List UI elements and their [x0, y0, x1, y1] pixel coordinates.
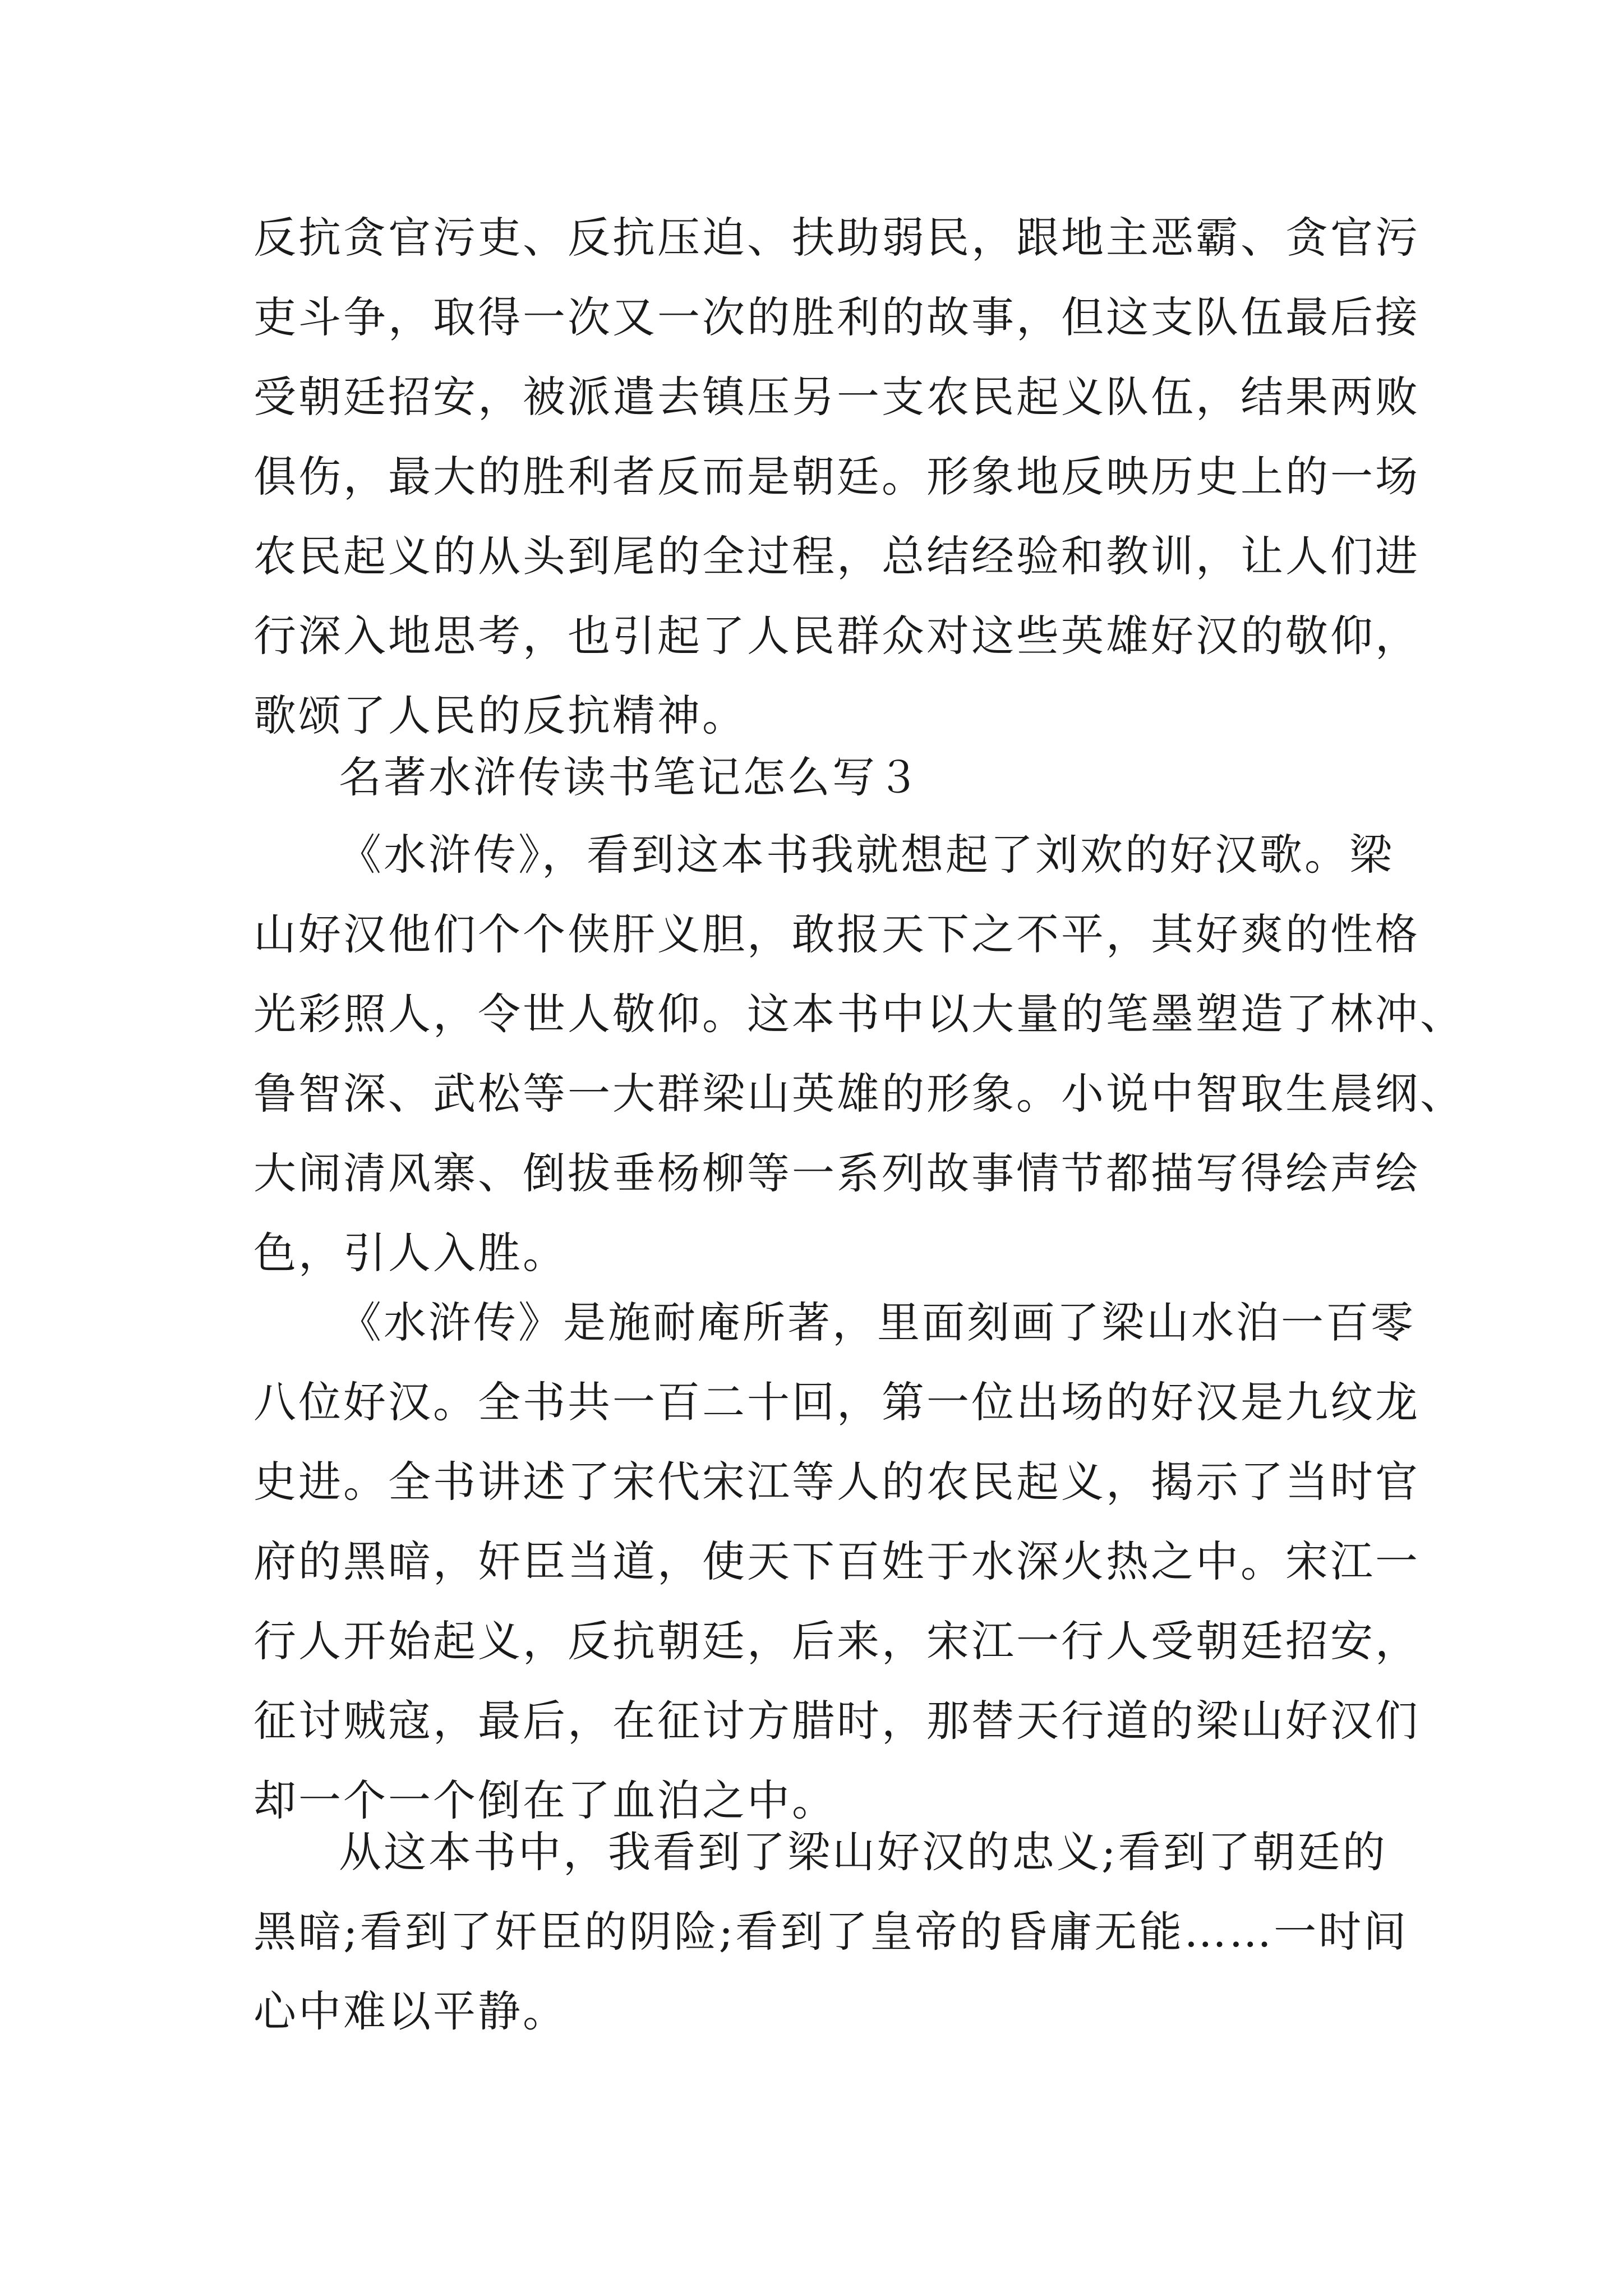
paragraph-line: 大闹清风寨、倒拔垂杨柳等一系列故事情节都描写得绘声绘 — [253, 1148, 1420, 1198]
paragraph-line: 山好汉他们个个侠肝义胆，敢报天下之不平，其好爽的性格 — [253, 909, 1420, 959]
paragraph-line: 行深入地思考，也引起了人民群众对这些英雄好汉的敬仰， — [253, 611, 1420, 661]
paragraph-line: 府的黑暗，奸臣当道，使天下百姓于水深火热之中。宋江一 — [253, 1536, 1420, 1586]
paragraph-line: 八位好汉。全书共一百二十回，第一位出场的好汉是九纹龙 — [253, 1377, 1420, 1427]
paragraph-line: 史进。全书讲述了宋代宋江等人的农民起义，揭示了当时官 — [253, 1457, 1420, 1507]
paragraph-1 — [253, 211, 1420, 769]
paragraph-line: 受朝廷招安，被派遣去镇压另一支农民起义队伍，结果两败 — [253, 372, 1420, 422]
paragraph-line: 吏斗争，取得一次又一次的胜利的故事，但这支队伍最后接 — [253, 292, 1420, 342]
paragraph-line: 却一个一个倒在了血泊之中。 — [253, 1775, 837, 1825]
paragraph-line: 鲁智深、武松等一大群梁山英雄的形象。小说中智取生晨纲、 — [253, 1069, 1465, 1119]
paragraph-line: 《水浒传》是施耐庵所著，里面刻画了梁山水泊一百零 — [339, 1297, 1415, 1347]
paragraph-2 — [253, 828, 1465, 1306]
paragraph-line: 农民起义的从头到尾的全过程，总结经验和教训，让人们进 — [253, 531, 1420, 581]
paragraph-line: 《水浒传》，看到这本书我就想起了刘欢的好汉歌。梁 — [339, 830, 1394, 880]
paragraph-line: 黑暗;看到了奸臣的阴险;看到了皇帝的昏庸无能……一时间 — [253, 1907, 1409, 1957]
paragraph-4 — [253, 1825, 1409, 2064]
paragraph-line: 歌颂了人民的反抗精神。 — [253, 691, 747, 740]
paragraph-line: 行人开始起义，反抗朝廷，后来，宋江一行人受朝廷招安， — [253, 1616, 1420, 1666]
paragraph-line: 征讨贼寇，最后，在征讨方腊时，那替天行道的梁山好汉们 — [253, 1696, 1420, 1746]
section-heading — [253, 751, 1381, 804]
paragraph-line: 心中难以平静。 — [253, 1986, 568, 2036]
paragraph-3 — [253, 1296, 1420, 1853]
heading-text: 名著水浒传读书笔记怎么写３ — [339, 752, 922, 802]
paragraph-line: 光彩照人，令世人敬仰。这本书中以大量的笔墨塑造了林冲、 — [253, 989, 1465, 1039]
paragraph-line: 从这本书中，我看到了梁山好汉的忠义;看到了朝廷的 — [339, 1827, 1387, 1877]
paragraph-line: 俱伤，最大的胜利者反而是朝廷。形象地反映历史上的一场 — [253, 452, 1420, 501]
paragraph-line: 色，引人入胜。 — [253, 1228, 568, 1278]
paragraph-line: 反抗贪官污吏、反抗压迫、扶助弱民，跟地主恶霸、贪官污 — [253, 213, 1420, 263]
